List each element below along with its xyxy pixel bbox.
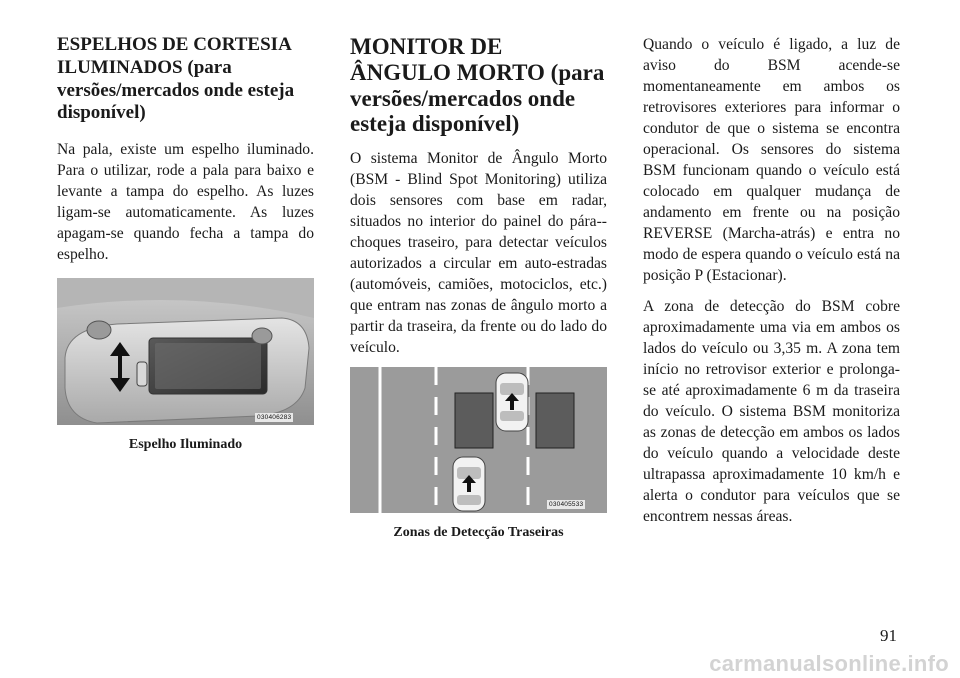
bsm-zone-paragraph: A zona de detecção do BSM cobre aproximadamente uma via em ambos os lados do veículo ou 3,35 m. A zona tem início no retrovisor exterior e prolonga-se até aproximadamente 6 m da traseira do veículo. O sistema BSM monitoriza as zonas de detecção em ambos os lados do veículo quando a velocidade deste ultrapassa aproximadamente 10 km/h e alerta o condutor para veículos que se encontrem nessas áreas. <box>643 298 900 525</box>
figure-caption: Zonas de Detecção Traseiras <box>393 525 564 540</box>
illuminated-mirror-figure <box>57 278 314 453</box>
sun-visor-illustration <box>57 278 314 425</box>
section-heading-vanity-mirrors: ESPELHOS DE CORTESIA ILUMINADOS (para versões/mercados onde esteja disponível) <box>57 34 295 124</box>
road-lanes-illustration <box>350 367 607 513</box>
figure-code: 030406283 <box>257 414 292 422</box>
vanity-mirror-paragraph: Na pala, existe um espelho iluminado. Para o utilizar, rode a pala para baixo e levante a tampa do espelho. As luzes ligam-se automaticamente. As luzes apagam-se quando fecha a tampa do espelho. <box>57 141 314 264</box>
right-column <box>643 34 900 537</box>
figure-caption: Espelho Iluminado <box>128 437 243 453</box>
left-column <box>57 34 314 453</box>
middle-column <box>350 34 607 541</box>
page-number: 91 <box>880 626 897 645</box>
watermark: carmanualsonline.info <box>709 651 949 676</box>
rear-detection-zones-figure <box>350 367 607 541</box>
blind-spot-paragraph: O sistema Monitor de Ângulo Morto (BSM - Blind Spot Monitoring) utiliza dois sensores com base em radar, situados no interior do painel do pára--choques traseiro, para detectar veículos autorizados a circular em auto-estradas (automóveis, camiões, motociclos, etc.) que entram nas zonas de ângulo morto a partir da traseira, da frente ou do lado do veículo. <box>350 150 607 356</box>
figure-code: 030405533 <box>549 501 584 508</box>
bsm-operation-paragraph: Quando o veículo é ligado, a luz de aviso do BSM acende-se momentaneamente em ambos os retrovisores exteriores para informar o condutor de que o sistema se encontra operacional. Os sensores do sistema BSM funcionam quando o veículo está colocado em qualquer mudança de andamento em frente ou na posição REVERSE (Marcha-atrás) e entra no modo de espera quando o veículo está na posição P (Estacionar). <box>643 36 900 284</box>
section-heading-blind-spot-monitor: MONITOR DE ÂNGULO MORTO (para versões/mercados onde esteja disponível) <box>350 34 605 137</box>
